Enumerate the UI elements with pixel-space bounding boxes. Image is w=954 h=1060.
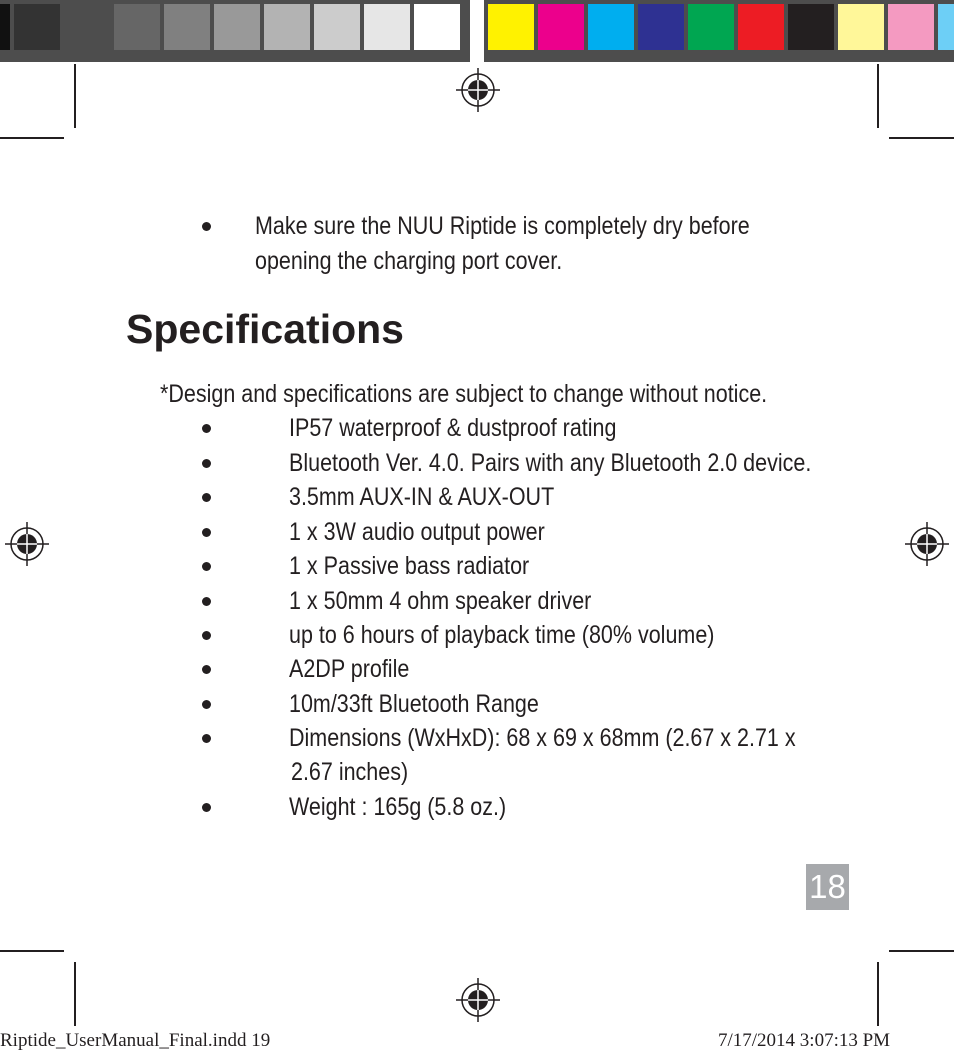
bullet-icon [202,222,211,231]
bullet-icon [202,631,211,640]
color-swatch [588,4,634,50]
color-calibration-bar [484,0,954,62]
disclaimer-text: *Design and specifications are subject to change without notice. [160,380,768,408]
bullet-icon [202,734,211,743]
spec-item: 1 x 3W audio output power [289,518,545,546]
registration-mark-icon [5,522,49,566]
gray-swatch [164,4,210,50]
slug-timestamp: 7/17/2014 3:07:13 PM [718,1030,891,1051]
bullet-icon [202,803,211,812]
color-swatch [638,4,684,50]
spec-item: up to 6 hours of playback time (80% volume) [289,621,715,649]
spec-item: 3.5mm AUX-IN & AUX-OUT [289,483,555,511]
color-swatch [788,4,834,50]
spec-item: 1 x Passive bass radiator [289,552,530,580]
bullet-icon [202,528,211,537]
color-swatch [488,4,534,50]
spec-item: Bluetooth Ver. 4.0. Pairs with any Bluetooth 2.0 device. [289,449,812,477]
page-number: 18 [806,864,849,910]
gray-swatch [14,4,60,50]
gray-swatch [0,4,10,50]
bullet-icon [202,459,211,468]
color-swatch [838,4,884,50]
crop-mark [877,64,879,128]
crop-mark [0,950,64,952]
spec-item: A2DP profile [289,655,410,683]
gray-swatch [414,4,460,50]
crop-mark [889,137,954,139]
spec-item: 1 x 50mm 4 ohm speaker driver [289,587,592,615]
spec-item-dimensions-continuation: 2.67 inches) [291,758,409,786]
spec-item: 10m/33ft Bluetooth Range [289,690,539,718]
spec-item: Weight : 165g (5.8 oz.) [289,793,507,821]
bullet-icon [202,597,211,606]
color-swatch [538,4,584,50]
color-swatch [938,4,954,50]
crop-mark [889,950,954,952]
bullet-icon [202,700,211,709]
registration-mark-icon [456,68,500,112]
grayscale-calibration-bar [0,0,470,62]
color-swatch [688,4,734,50]
crop-mark [0,137,64,139]
gray-swatch [264,4,310,50]
color-swatch [738,4,784,50]
gray-swatch [314,4,360,50]
intro-bullet-line-1: Make sure the NUU Riptide is completely dry before [255,212,750,240]
color-swatch [888,4,934,50]
bullet-icon [202,562,211,571]
gray-swatch [364,4,410,50]
registration-mark-icon [905,522,949,566]
bullet-icon [202,424,211,433]
registration-mark-icon [456,978,500,1022]
slug-filename: Riptide_UserManual_Final.indd 19 [0,1030,271,1051]
gray-swatch [64,4,110,50]
crop-mark [74,962,76,1026]
spec-item: Dimensions (WxHxD): 68 x 69 x 68mm (2.67 x 2.71 x [289,724,796,752]
gray-swatch [114,4,160,50]
spec-item: IP57 waterproof & dustproof rating [289,414,617,442]
crop-mark [877,962,879,1026]
bullet-icon [202,493,211,502]
intro-bullet-line-2: opening the charging port cover. [255,247,563,275]
gray-swatch [214,4,260,50]
crop-mark [74,64,76,128]
page-title: Specifications [126,306,404,352]
bullet-icon [202,665,211,674]
